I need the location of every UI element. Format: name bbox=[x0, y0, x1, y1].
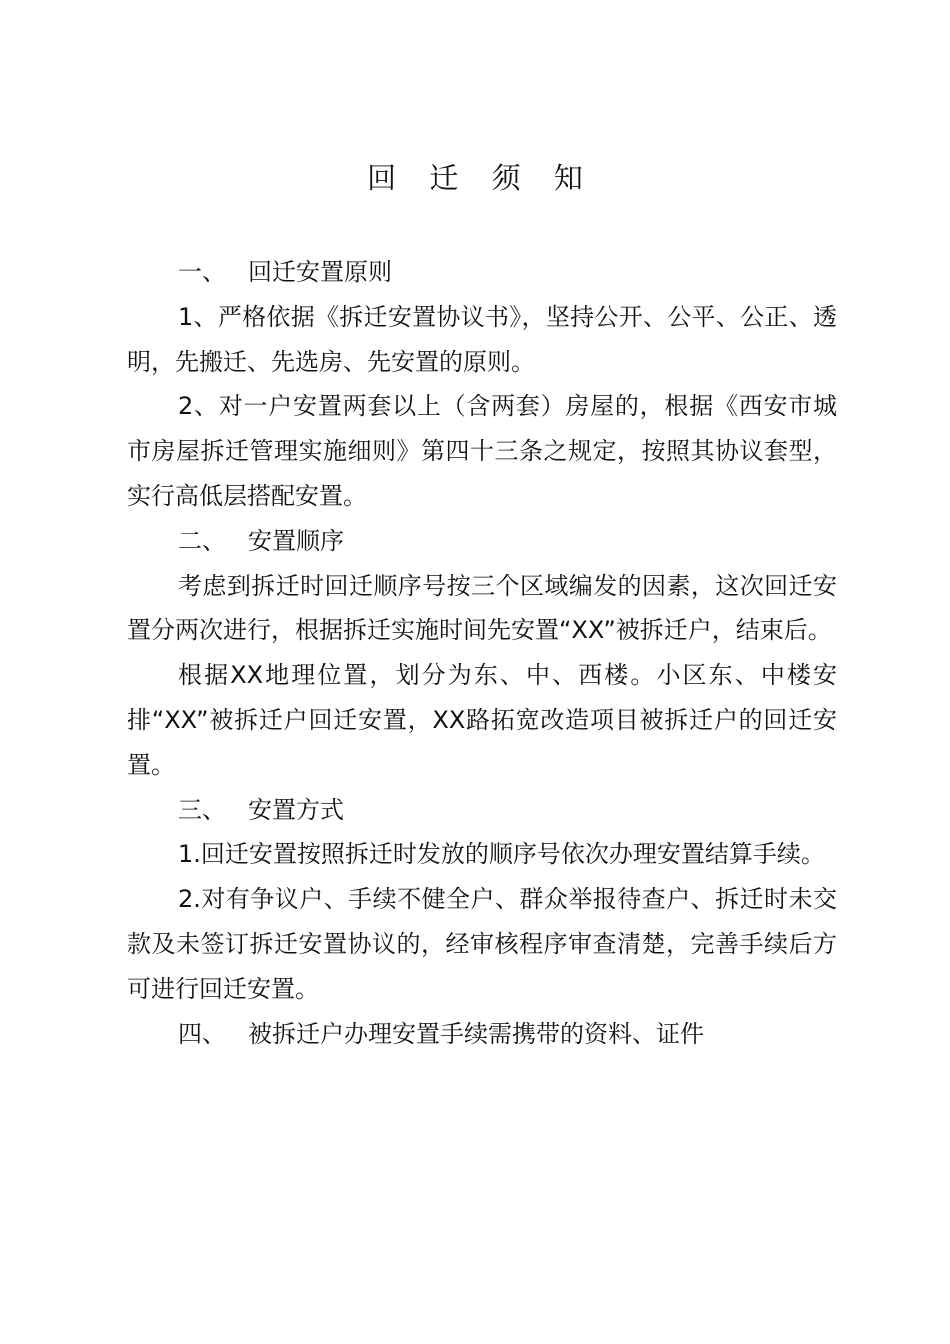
section-number: 四、 bbox=[178, 1019, 226, 1048]
section-heading-1 bbox=[127, 250, 837, 295]
section-number: 一、 bbox=[178, 258, 226, 286]
section-heading-2 bbox=[127, 519, 837, 564]
paragraph: 1、严格依据《拆迁安置协议书》，坚持公开、公平、公正、透明，先搬迁、先选房、先安置的原则。 bbox=[127, 302, 837, 376]
section-heading-text: 安置方式 bbox=[248, 795, 344, 824]
section-heading-4 bbox=[127, 1012, 837, 1057]
document-title: 回 迁 须 知 bbox=[367, 161, 595, 195]
section-number: 二、 bbox=[178, 526, 226, 555]
paragraph: 2、对一户安置两套以上（含两套）房屋的，根据《西安市城市房屋拆迁管理实施细则》第四十三条之规定，按照其协议套型，实行高低层搭配安置。 bbox=[127, 392, 837, 510]
paragraph: 1.回迁安置按照拆迁时发放的顺序号依次办理安置结算手续。 bbox=[178, 840, 825, 869]
paragraph: 2.对有争议户、手续不健全户、群众举报待查户、拆迁时未交款及未签订拆迁安置协议的，经审核程序审查清楚，完善手续后方可进行回迁安置。 bbox=[127, 885, 837, 1003]
section-heading-text: 被拆迁户办理安置手续需携带的资料、证件 bbox=[248, 1019, 704, 1048]
document-body bbox=[127, 250, 837, 1056]
paragraph: 根据XX地理位置，划分为东、中、西楼。小区东、中楼安排“XX”被拆迁户回迁安置，XX路拓宽改造项目被拆迁户的回迁安置。 bbox=[127, 661, 837, 779]
paragraph: 考虑到拆迁时回迁顺序号按三个区域编发的因素，这次回迁安置分两次进行，根据拆迁实施时间先安置“XX”被拆迁户，结束后。 bbox=[127, 571, 837, 645]
section-heading-text: 回迁安置原则 bbox=[248, 258, 392, 286]
section-heading-3 bbox=[127, 788, 837, 833]
section-heading-text: 安置顺序 bbox=[248, 526, 344, 555]
section-number: 三、 bbox=[178, 795, 226, 824]
